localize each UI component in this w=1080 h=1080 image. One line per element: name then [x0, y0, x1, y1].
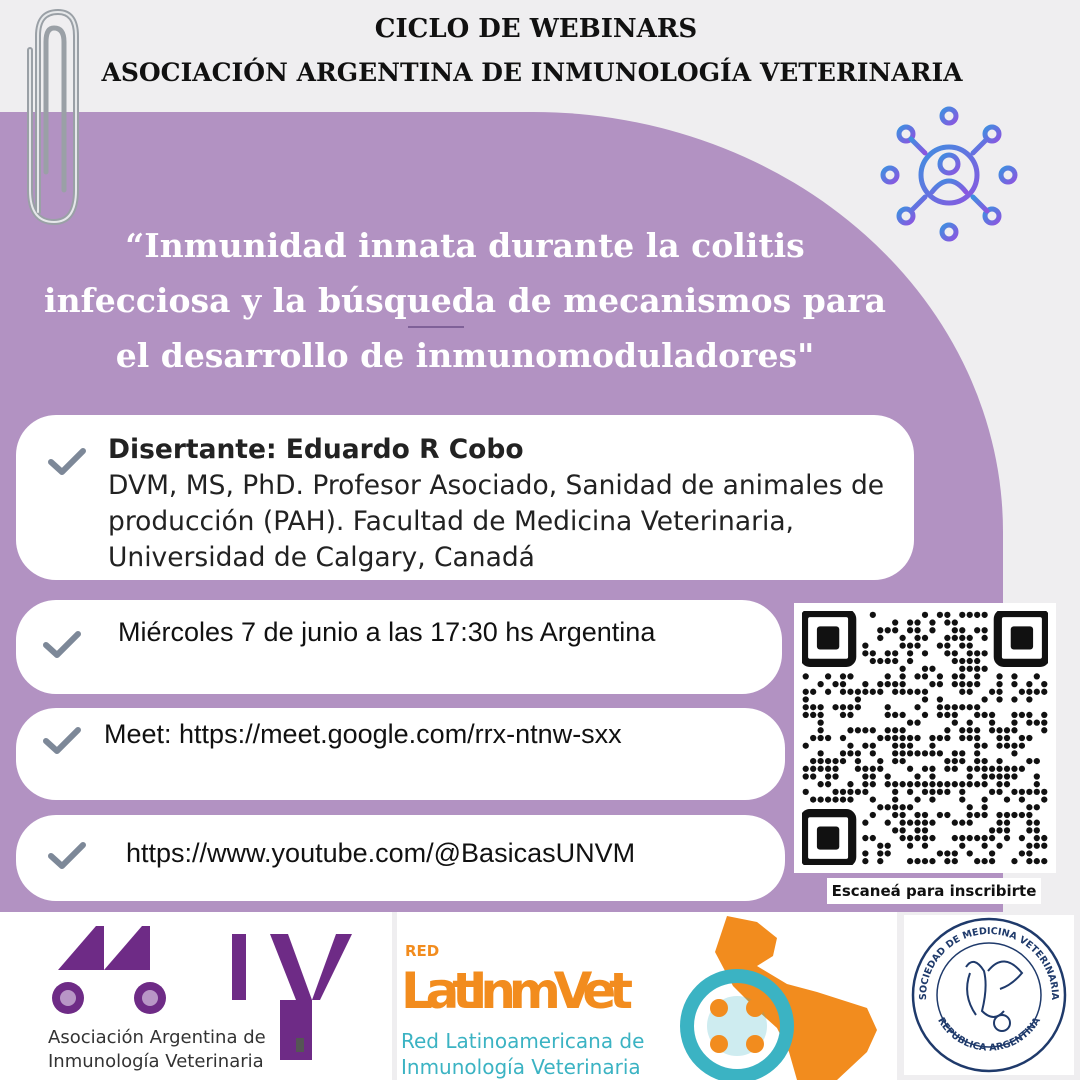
svg-text:REPUBLICA ARGENTINA — [935, 1015, 1043, 1054]
header-line-2: ASOCIACIÓN ARGENTINA DE INMUNOLOGÍA VETERINARIA — [101, 58, 963, 87]
latinmvet-red-label: RED — [405, 942, 440, 960]
talk-title — [40, 218, 890, 383]
qr-code[interactable] — [794, 603, 1056, 873]
talk-title-line-1: “Inmunidad innata durante la colitis — [125, 226, 805, 265]
meet-link[interactable]: Meet: https://meet.google.com/rrx-ntnw-sxx — [104, 719, 622, 749]
speaker-info — [108, 432, 908, 576]
youtube-link[interactable]: https://www.youtube.com/@BasicasUNVM — [126, 838, 636, 868]
check-icon — [47, 446, 87, 476]
aaiv-name-line-1: Asociación Argentina de — [48, 1027, 266, 1048]
header-line-1: CICLO DE WEBINARS — [374, 14, 698, 44]
check-icon — [42, 629, 82, 659]
qr-code-pattern — [802, 611, 1048, 865]
speaker-name: Disertante: Eduardo R Cobo — [108, 434, 524, 465]
aaiv-name-line-2: Inmunología Veterinaria — [48, 1051, 264, 1072]
qr-caption: Escaneá para inscribirte — [827, 878, 1041, 904]
latinmvet-brand: LatInmVet — [401, 962, 633, 1020]
smv-top-text: SOCIEDAD DE MEDICINA VETERINARIA — [917, 925, 1061, 1001]
talk-title-line-3: el desarrollo de inmunomoduladores" — [115, 336, 815, 375]
smv-bottom-text: REPUBLICA ARGENTINA — [935, 1015, 1043, 1054]
check-icon — [47, 840, 87, 870]
date-text: Miércoles 7 de junio a las 17:30 hs Argentina — [118, 617, 656, 647]
title-underline — [408, 326, 464, 328]
aaiv-logo-mark — [0, 912, 392, 1080]
aaiv-logo — [0, 912, 392, 1080]
talk-title-line-2: infecciosa y la búsqueda de mecanismos para — [44, 281, 886, 320]
latinmvet-desc-line-2: Inmunología Veterinaria — [401, 1055, 641, 1079]
latinmvet-logo — [397, 912, 897, 1080]
smv-seal-mark — [904, 915, 1074, 1075]
smv-seal-logo — [904, 915, 1074, 1075]
check-icon — [42, 725, 82, 755]
network-person-icon — [878, 104, 1020, 246]
speaker-bio: DVM, MS, PhD. Profesor Asociado, Sanidad de animales de producción (PAH). Facultad de Medicina Veterinaria, Universidad de Calgary, Canadá — [108, 470, 885, 573]
latinmvet-desc-line-1: Red Latinoamericana de — [401, 1029, 645, 1053]
latinmvet-logo-mark — [397, 912, 897, 1080]
